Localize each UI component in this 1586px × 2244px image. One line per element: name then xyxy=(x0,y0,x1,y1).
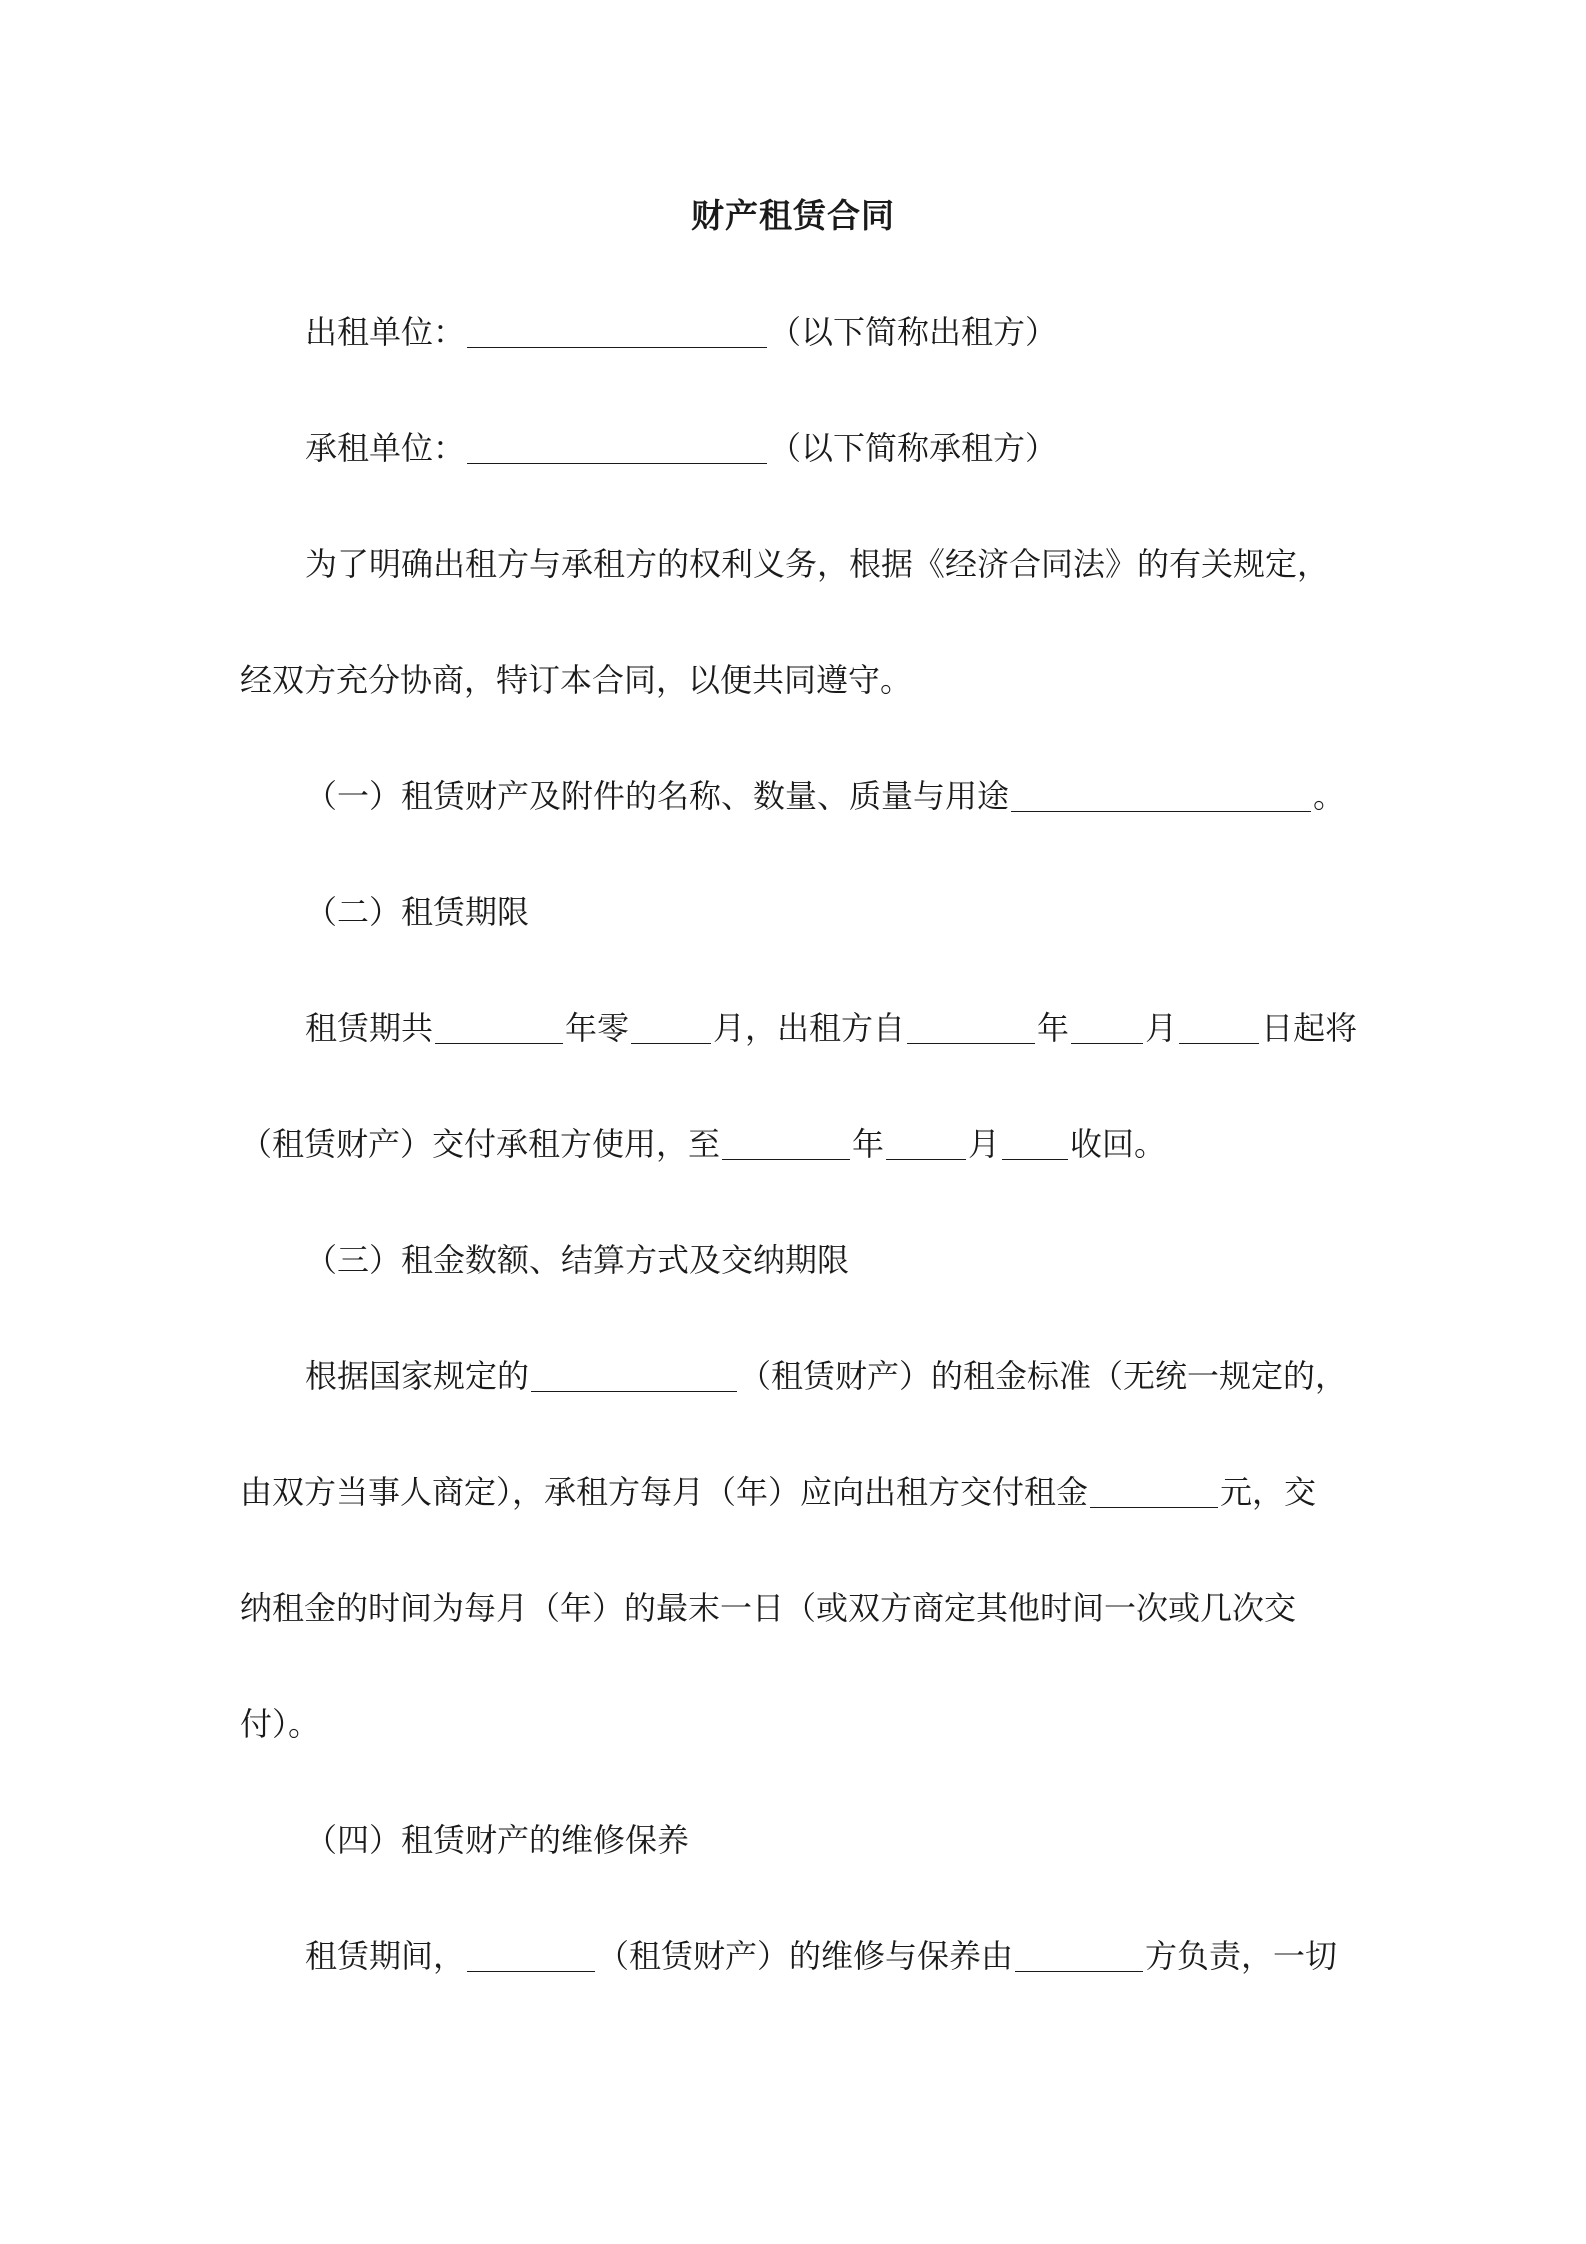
text-segment: 年零 xyxy=(565,1009,630,1047)
end-month-blank[interactable] xyxy=(886,1125,966,1160)
maintenance-party-blank[interactable] xyxy=(1015,1937,1143,1972)
lessee-note: （以下简称承租方） xyxy=(769,429,1058,467)
section-3-line-3: 纳租金的时间为每月（年）的最末一日（或双方商定其他时间一次或几次交 xyxy=(240,1589,1297,1627)
term-months-blank[interactable] xyxy=(631,1009,711,1044)
section-2-line-2 xyxy=(240,1120,1166,1168)
section-1-end: 。 xyxy=(1313,777,1346,815)
end-year-blank[interactable] xyxy=(722,1125,850,1160)
text-segment: （租赁财产）的租金标准（无统一规定的， xyxy=(739,1357,1348,1395)
text-segment: 年 xyxy=(1037,1009,1070,1047)
text-segment: 日起将 xyxy=(1261,1009,1358,1047)
section-3-line-2 xyxy=(240,1468,1316,1516)
text-segment: 由双方当事人商定），承租方每月（年）应向出租方交付租金 xyxy=(240,1473,1089,1511)
text-segment: 月 xyxy=(1145,1009,1178,1047)
lessor-note: （以下简称出租方） xyxy=(769,313,1058,351)
section-1-blank[interactable] xyxy=(1011,777,1311,812)
section-4-line-1 xyxy=(305,1932,1337,1980)
lessee-label: 承租单位： xyxy=(305,429,466,467)
intro-line-1: 为了明确出租方与承租方的权利义务，根据《经济合同法》的有关规定， xyxy=(305,545,1330,583)
section-3-line-1 xyxy=(305,1352,1347,1400)
start-month-blank[interactable] xyxy=(1071,1009,1143,1044)
text-segment: 根据国家规定的 xyxy=(305,1357,530,1395)
term-years-blank[interactable] xyxy=(435,1009,563,1044)
lessee-blank[interactable] xyxy=(467,429,767,464)
end-day-blank[interactable] xyxy=(1002,1125,1068,1160)
lessor-blank[interactable] xyxy=(467,313,767,348)
section-3-line-4: 付）。 xyxy=(240,1705,321,1743)
text-segment: 年 xyxy=(852,1125,885,1163)
start-day-blank[interactable] xyxy=(1179,1009,1259,1044)
text-segment: （租赁财产）交付承租方使用，至 xyxy=(240,1125,721,1163)
section-3-heading: （三）租金数额、结算方式及交纳期限 xyxy=(305,1241,850,1279)
lessee-line xyxy=(305,424,1057,472)
maintenance-property-blank[interactable] xyxy=(467,1937,595,1972)
text-segment: 租赁期间， xyxy=(305,1937,466,1975)
text-segment: （租赁财产）的维修与保养由 xyxy=(597,1937,1014,1975)
section-2-heading: （二）租赁期限 xyxy=(305,893,530,931)
intro-line-2: 经双方充分协商，特订本合同，以便共同遵守。 xyxy=(240,661,913,699)
text-segment: 租赁期共 xyxy=(305,1009,434,1047)
section-1-text: （一）租赁财产及附件的名称、数量、质量与用途 xyxy=(305,777,1010,815)
rent-amount-blank[interactable] xyxy=(1090,1473,1218,1508)
lessor-line xyxy=(305,308,1057,356)
lessor-label: 出租单位： xyxy=(305,313,466,351)
text-segment: 收回。 xyxy=(1070,1125,1167,1163)
text-segment: 月，出租方自 xyxy=(713,1009,906,1047)
text-segment: 元，交 xyxy=(1220,1473,1317,1511)
text-segment: 月 xyxy=(968,1125,1001,1163)
text-segment: 方负责，一切 xyxy=(1145,1937,1338,1975)
section-4-heading: （四）租赁财产的维修保养 xyxy=(305,1821,690,1859)
document-title: 财产租赁合同 xyxy=(691,196,895,235)
property-blank[interactable] xyxy=(531,1357,737,1392)
section-2-line-1 xyxy=(305,1004,1357,1052)
section-1-line xyxy=(305,772,1345,820)
start-year-blank[interactable] xyxy=(907,1009,1035,1044)
